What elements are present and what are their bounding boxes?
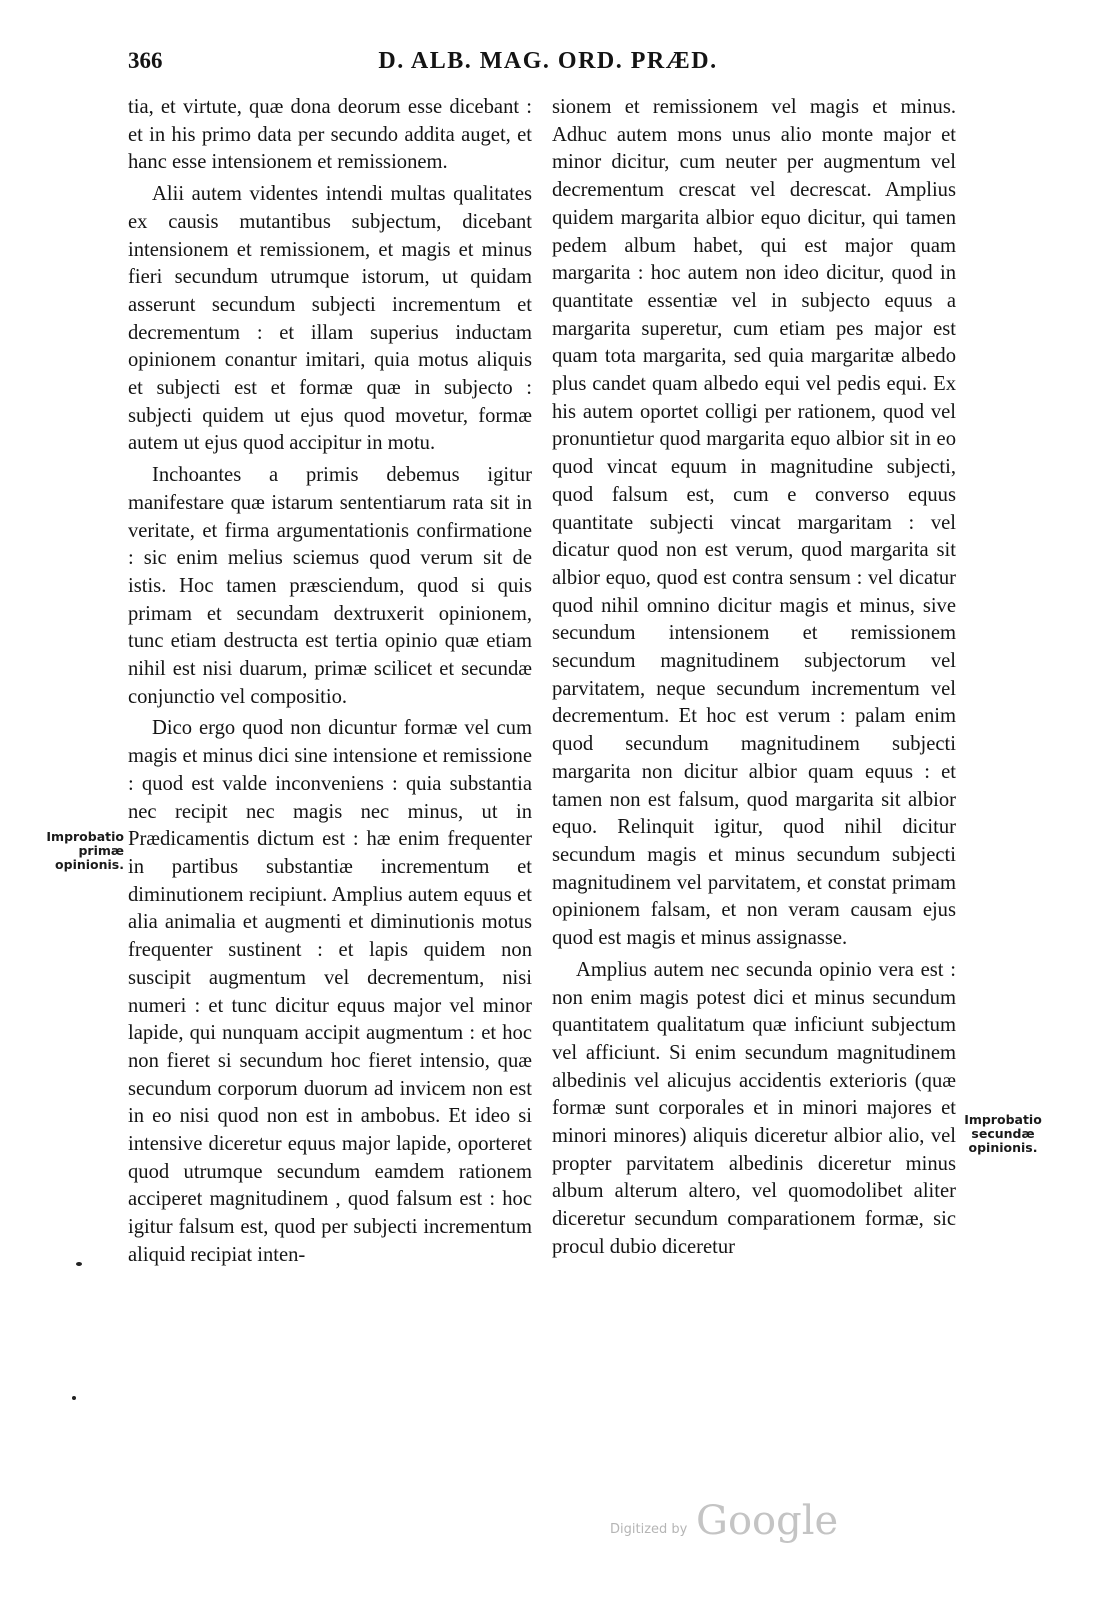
margin-note-right: Improbatio secundæ opinionis. bbox=[964, 1112, 1042, 1155]
left-column bbox=[128, 94, 532, 1274]
google-logo: Google bbox=[696, 1498, 839, 1544]
page-header bbox=[128, 44, 968, 84]
paragraph: tia, et virtute, quæ dona deorum esse dicebant : et in his primo data per secundo addita auget, et hanc esse intensionem et remissionem. bbox=[128, 96, 532, 174]
margin-note-left: Improbatio primæ opinionis. bbox=[46, 829, 124, 872]
ink-speck bbox=[76, 1262, 82, 1266]
paragraph: Inchoantes a primis debemus igitur manifestare quæ istarum sententiarum rata sit in veritate, et firma argumentationis confirmatione : sic enim melius sciemus quod verum sit de istis. Hoc tamen præsciendum, quod si quis primam et secundam dextruxerit opinionem, tunc etiam destructa est tertia opinio quæ etiam nihil est nisi duarum, primæ scilicet et secundæ conjunctio vel compositio. bbox=[128, 464, 532, 708]
running-head: D. ALB. MAG. ORD. PRÆD. bbox=[378, 48, 718, 74]
paragraph: Alii autem videntes intendi multas qualitates ex causis mutantibus subjectum, dicebant intensionem et remissionem, et magis et minus fieri secundum utrumque istorum, ut quidam asserunt secundum subjecti incrementum et decrementum : et illam superius inductam opinionem conantur imitari, quia motus aliquis et subjecti est et formæ quæ in subjecto : subjecti quidem ut ejus quod movetur, formæ autem ut ejus quod accipitur in motu. bbox=[128, 183, 532, 455]
digitized-label: Digitized by bbox=[610, 1522, 688, 1537]
ink-speck bbox=[72, 1396, 76, 1400]
page-number: 366 bbox=[128, 48, 163, 73]
right-column bbox=[552, 94, 956, 1266]
paragraph: Amplius autem nec secunda opinio vera est : non enim magis potest dici et minus secundum quantitatem qualitatum quæ inficiunt subjectum vel afficiunt. Si enim secundum magnitudinem albedinis vel alicujus accidentis exterioris (quæ formæ sunt corporales et in minori majores et minori minores) aliquis diceretur albior alio, vel propter parvitatem albedinis diceretur minus album alterum altero, vel quomodolibet aliter diceretur secundum comparationem formæ, sic procul dubio diceretur bbox=[552, 958, 956, 1258]
digitization-footer bbox=[600, 1498, 840, 1548]
paragraph: sionem et remissionem vel magis et minus. Adhuc autem mons unus alio monte major et minor dicitur, cum neuter per augmentum vel decrementum crescat vel decrescat. Amplius quidem margarita albior equo dicitur, qui tamen pedem album habet, qui est major quam margarita : hoc autem non ideo dicitur, quod in quantitate essentiæ vel in subjecto equus a margarita superetur, cum etiam pes major est quam tota margarita, sed quia margaritæ albedo plus candet quam albedo equi vel pedis equi. Ex his autem oportet colligi per rationem, quod vel pronuntietur quod margarita equo albior sit in eo quod vincat equum in magnitudine subjecti, quod falsum est, cum e converso equus quantitate subjecti vincat margaritam : vel dicatur quod non est verum, quod margarita sit albior equo, quod est contra sensum : vel dicatur quod nihil omnino dicitur magis et minus, sive secundum intensionem et remissionem secundum magnitudinem subjectorum vel parvitatem, neque secundum incrementum vel decrementum. Et hoc est verum : palam enim quod secundum magnitudinem subjecti margarita non dicitur albior quam equus : et tamen non est falsum, quod margarita sit albior equo. Relinquit igitur, quod nihil dicitur secundum magis et minus secundum subjecti magnitudinem vel parvitatem, et constat primam opinionem falsam, et non veram causam ejus quod est magis et minus assignasse. bbox=[552, 96, 956, 950]
paragraph: Dico ergo quod non dicuntur formæ vel cum magis et minus dici sine intensione et remissione : quod est valde inconveniens : quia substantia nec recipit nec magis nec minus, ut in Prædicamentis dictum est : hæ enim frequenter in partibus substantiæ incrementum et diminutionem recipiunt. Amplius autem equus et alia animalia et augmenti et diminutionis motus frequenter sustinent : et lapis quidem non suscipit augmentum vel decrementum, nisi numeri : et tunc dicitur equus major vel minor lapide, qui nunquam accipit augmentum : et hoc non fieret si secundum hoc fieret intensio, quæ secundum corporum duorum ad invicem non est in eo nisi quod non est in ambobus. Et ideo si intensive diceretur equus major lapide, oporteret quod utrumque secundum eamdem rationem acciperet magnitudinem , quod falsum est : hoc igitur falsum est, quod per subjecti incrementum aliquid recipiat inten- bbox=[128, 717, 532, 1266]
